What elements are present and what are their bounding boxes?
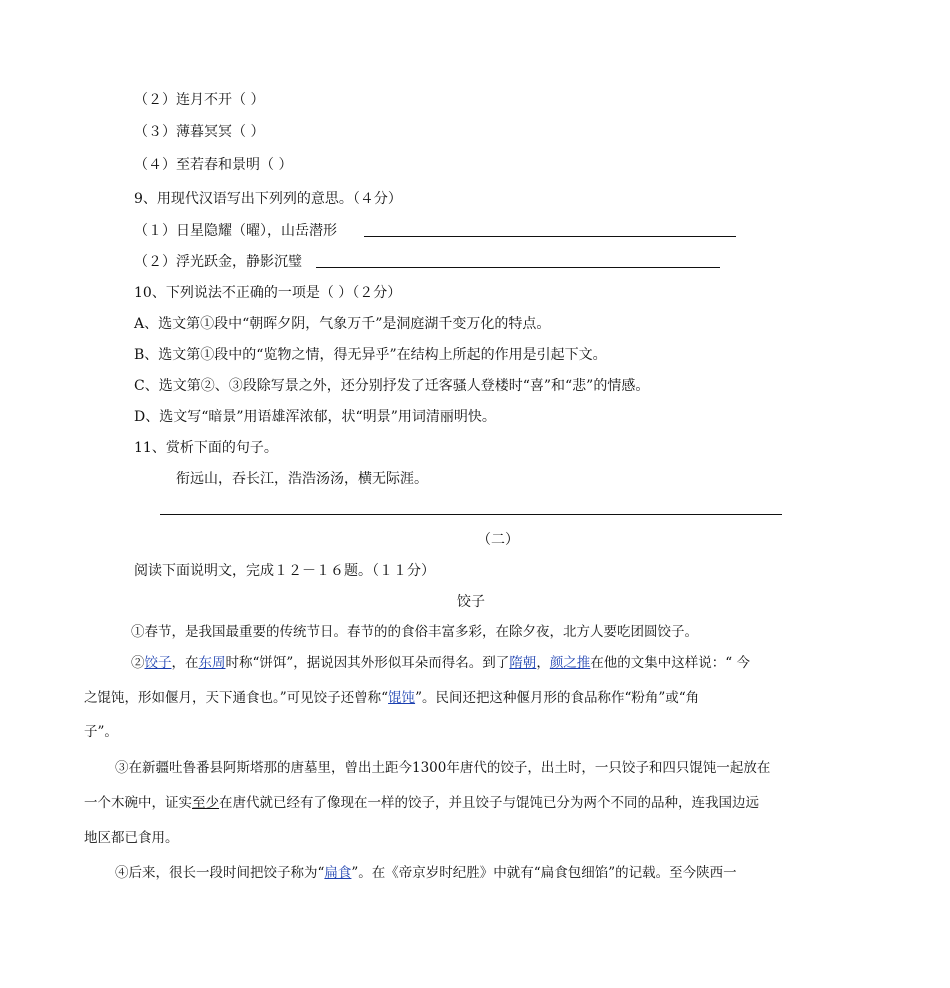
article-title: 饺子 — [457, 594, 485, 610]
q11-sentence: 衔远山，吞长江，浩浩汤汤，横无际涯。 — [176, 471, 428, 487]
q9-item-2: （２）浮光跃金，静影沉璧 — [134, 254, 302, 270]
paragraph-3-line-1: ③在新疆吐鲁番县阿斯塔那的唐墓里，曾出土距今1300年唐代的饺子，出土时，一只饺子和四只馄饨一起放在 — [115, 760, 771, 776]
q9-item-2-answer-line[interactable] — [316, 267, 720, 268]
link-dongzhou[interactable]: 东周 — [198, 655, 226, 671]
paragraph-2-marker: ② — [131, 655, 145, 671]
paragraph-2-line-2 — [84, 689, 699, 707]
paragraph-3-text-b: 在唐代就已经有了像现在一样的饺子，并且饺子与馄饨已分为两个不同的品种，连我国边远 — [219, 795, 759, 811]
q8-item-4: （４）至若春和景明（ ） — [134, 157, 293, 173]
paragraph-2-text-c: ， — [536, 655, 550, 671]
section-instruction: 阅读下面说明文，完成１２－１６题。（１１分） — [134, 563, 435, 579]
paragraph-3-line-3: 地区都已食用。 — [84, 830, 179, 846]
paragraph-4-line-1 — [115, 864, 737, 882]
q9-prompt: 9、用现代汉语写出下列列的意思。（４分） — [134, 191, 402, 207]
link-suichao[interactable]: 隋朝 — [509, 655, 537, 671]
paragraph-2-text-a: ，在 — [171, 655, 199, 671]
q10-option-d: D、选文写“暗景”用语雄浑浓郁，状“明景”用词清丽明快。 — [134, 409, 496, 425]
paragraph-3-line-2 — [84, 794, 759, 812]
paragraph-2-text-f: ”。民间还把这种偃月形的食品称作“粉角”或“角 — [415, 690, 700, 706]
q10-option-b: B、选文第①段中的“览物之情，得无异乎”在结构上所起的作用是引起下文。 — [134, 347, 607, 363]
q9-item-1-answer-line[interactable] — [364, 236, 736, 237]
paragraph-3-text-a: 一个木碗中，证实 — [84, 795, 192, 811]
q10-option-c: C、选文第②、③段除写景之外，还分别抒发了迁客骚人登楼时“喜”和“悲”的情感。 — [134, 378, 650, 394]
paragraph-2-text-d: 在他的文集中这样说：“ 今 — [590, 655, 751, 671]
underlined-zhishao: 至少 — [192, 795, 219, 811]
q10-option-a: A、选文第①段中“朝晖夕阴，气象万千”是洞庭湖千变万化的特点。 — [134, 316, 551, 332]
q11-answer-line[interactable] — [160, 514, 782, 515]
paragraph-2-line-3: 子”。 — [84, 724, 118, 740]
paragraph-4-text-a: ④后来，很长一段时间把饺子称为“ — [115, 865, 325, 881]
q10-prompt: 10、下列说法不正确的一项是（ ）（２分） — [134, 285, 402, 301]
paragraph-2-text-e: 之馄饨，形如偃月，天下通食也。”可见饺子还曾称“ — [84, 690, 389, 706]
link-huntun[interactable]: 馄饨 — [388, 690, 416, 706]
link-bianshi[interactable]: 扁食 — [324, 865, 352, 881]
paragraph-2-text-b: 时称“饼饵”，据说因其外形似耳朵而得名。到了 — [225, 655, 510, 671]
paragraph-1: ①春节，是我国最重要的传统节日。春节的的食俗丰富多彩，在除夕夜，北方人要吃团圆饺子。 — [131, 624, 698, 640]
q8-item-3: （３）薄暮冥冥（ ） — [134, 124, 265, 140]
q11-prompt: 11、赏析下面的句子。 — [134, 440, 278, 456]
section-heading: （二） — [477, 532, 519, 548]
link-jiaozi[interactable]: 饺子 — [144, 655, 172, 671]
link-yanzhitui[interactable]: 颜之推 — [549, 655, 591, 671]
paragraph-2-line-1 — [131, 654, 750, 672]
paragraph-4-text-b: ”。在《帝京岁时纪胜》中就有“扁食包细馅”的记载。至今陕西一 — [351, 865, 737, 881]
q9-item-1: （１）日星隐耀（曜），山岳潜形 — [134, 223, 337, 239]
q8-item-2: （２）连月不开（ ） — [134, 92, 265, 108]
